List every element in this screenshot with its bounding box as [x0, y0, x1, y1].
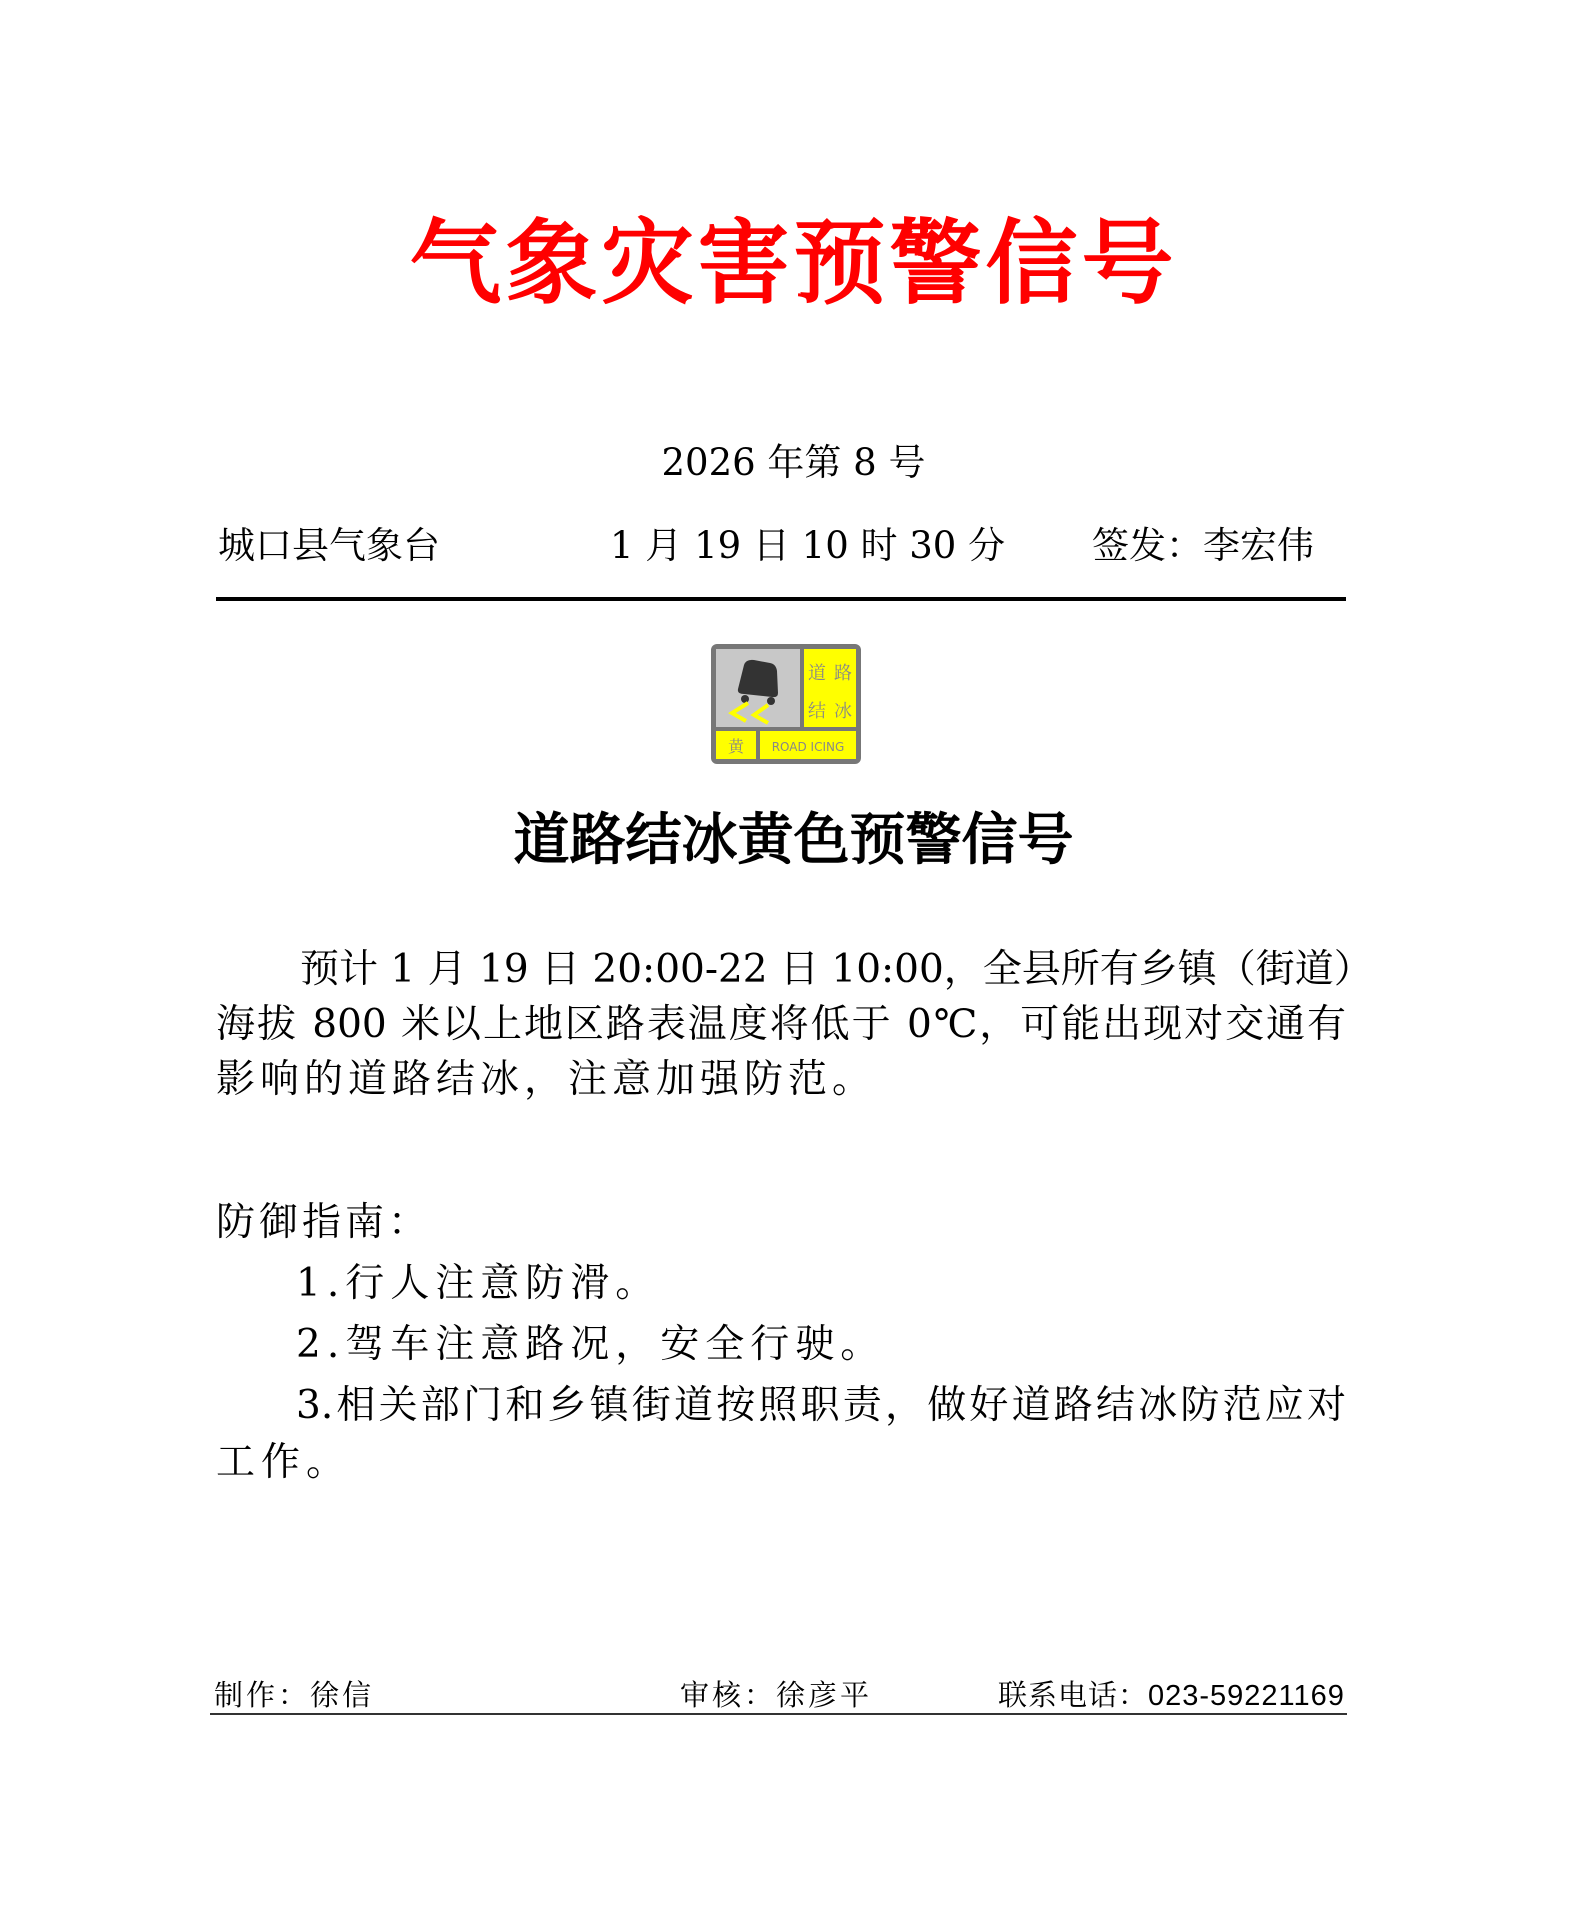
- icon-char: 结: [808, 701, 826, 722]
- signer: 签发：李宏伟: [1092, 524, 1314, 567]
- reviewer: 审核：徐彦平: [680, 1680, 873, 1712]
- guide-label: 防御指南：: [216, 1200, 432, 1245]
- warning-heading: 道路结冰黄色预警信号: [513, 807, 1074, 873]
- document-title: 气象灾害预警信号: [409, 209, 1178, 317]
- body-line: 预计 1 月 19 日 20:00-22 日 10:00，全县所有乡镇（街道）: [300, 947, 1373, 992]
- icon-char: 路: [834, 663, 852, 684]
- footer-divider: [210, 1713, 1347, 1715]
- body-line: 海拔 800 米以上地区路表温度将低于 0℃，可能出现对交通有: [216, 1002, 1346, 1047]
- guide-item: 1.行人注意防滑。: [296, 1261, 661, 1306]
- guide-item: 2.驾车注意路况，安全行驶。: [296, 1322, 886, 1367]
- road-icing-yellow-warning-icon: [710, 643, 862, 765]
- contact-phone: 联系电话：023-59221169: [998, 1680, 1345, 1712]
- icon-english: ROAD ICING: [771, 740, 845, 754]
- guide-item: 工作。: [216, 1440, 352, 1485]
- issue-datetime: 1 月 19 日 10 时 30 分: [610, 524, 1006, 567]
- body-line: 影响的道路结冰，注意加强防范。: [216, 1057, 877, 1102]
- icon-char: 道: [808, 663, 826, 684]
- producer: 制作：徐信: [214, 1680, 375, 1712]
- icon-level: 黄: [727, 737, 745, 756]
- icon-char: 冰: [834, 701, 852, 722]
- issue-number: 2026 年第 8 号: [661, 441, 926, 484]
- guide-item: 3.相关部门和乡镇街道按照职责，做好道路结冰防范应对: [296, 1383, 1346, 1428]
- agency-name: 城口县气象台: [218, 524, 440, 567]
- header-divider: [216, 597, 1346, 601]
